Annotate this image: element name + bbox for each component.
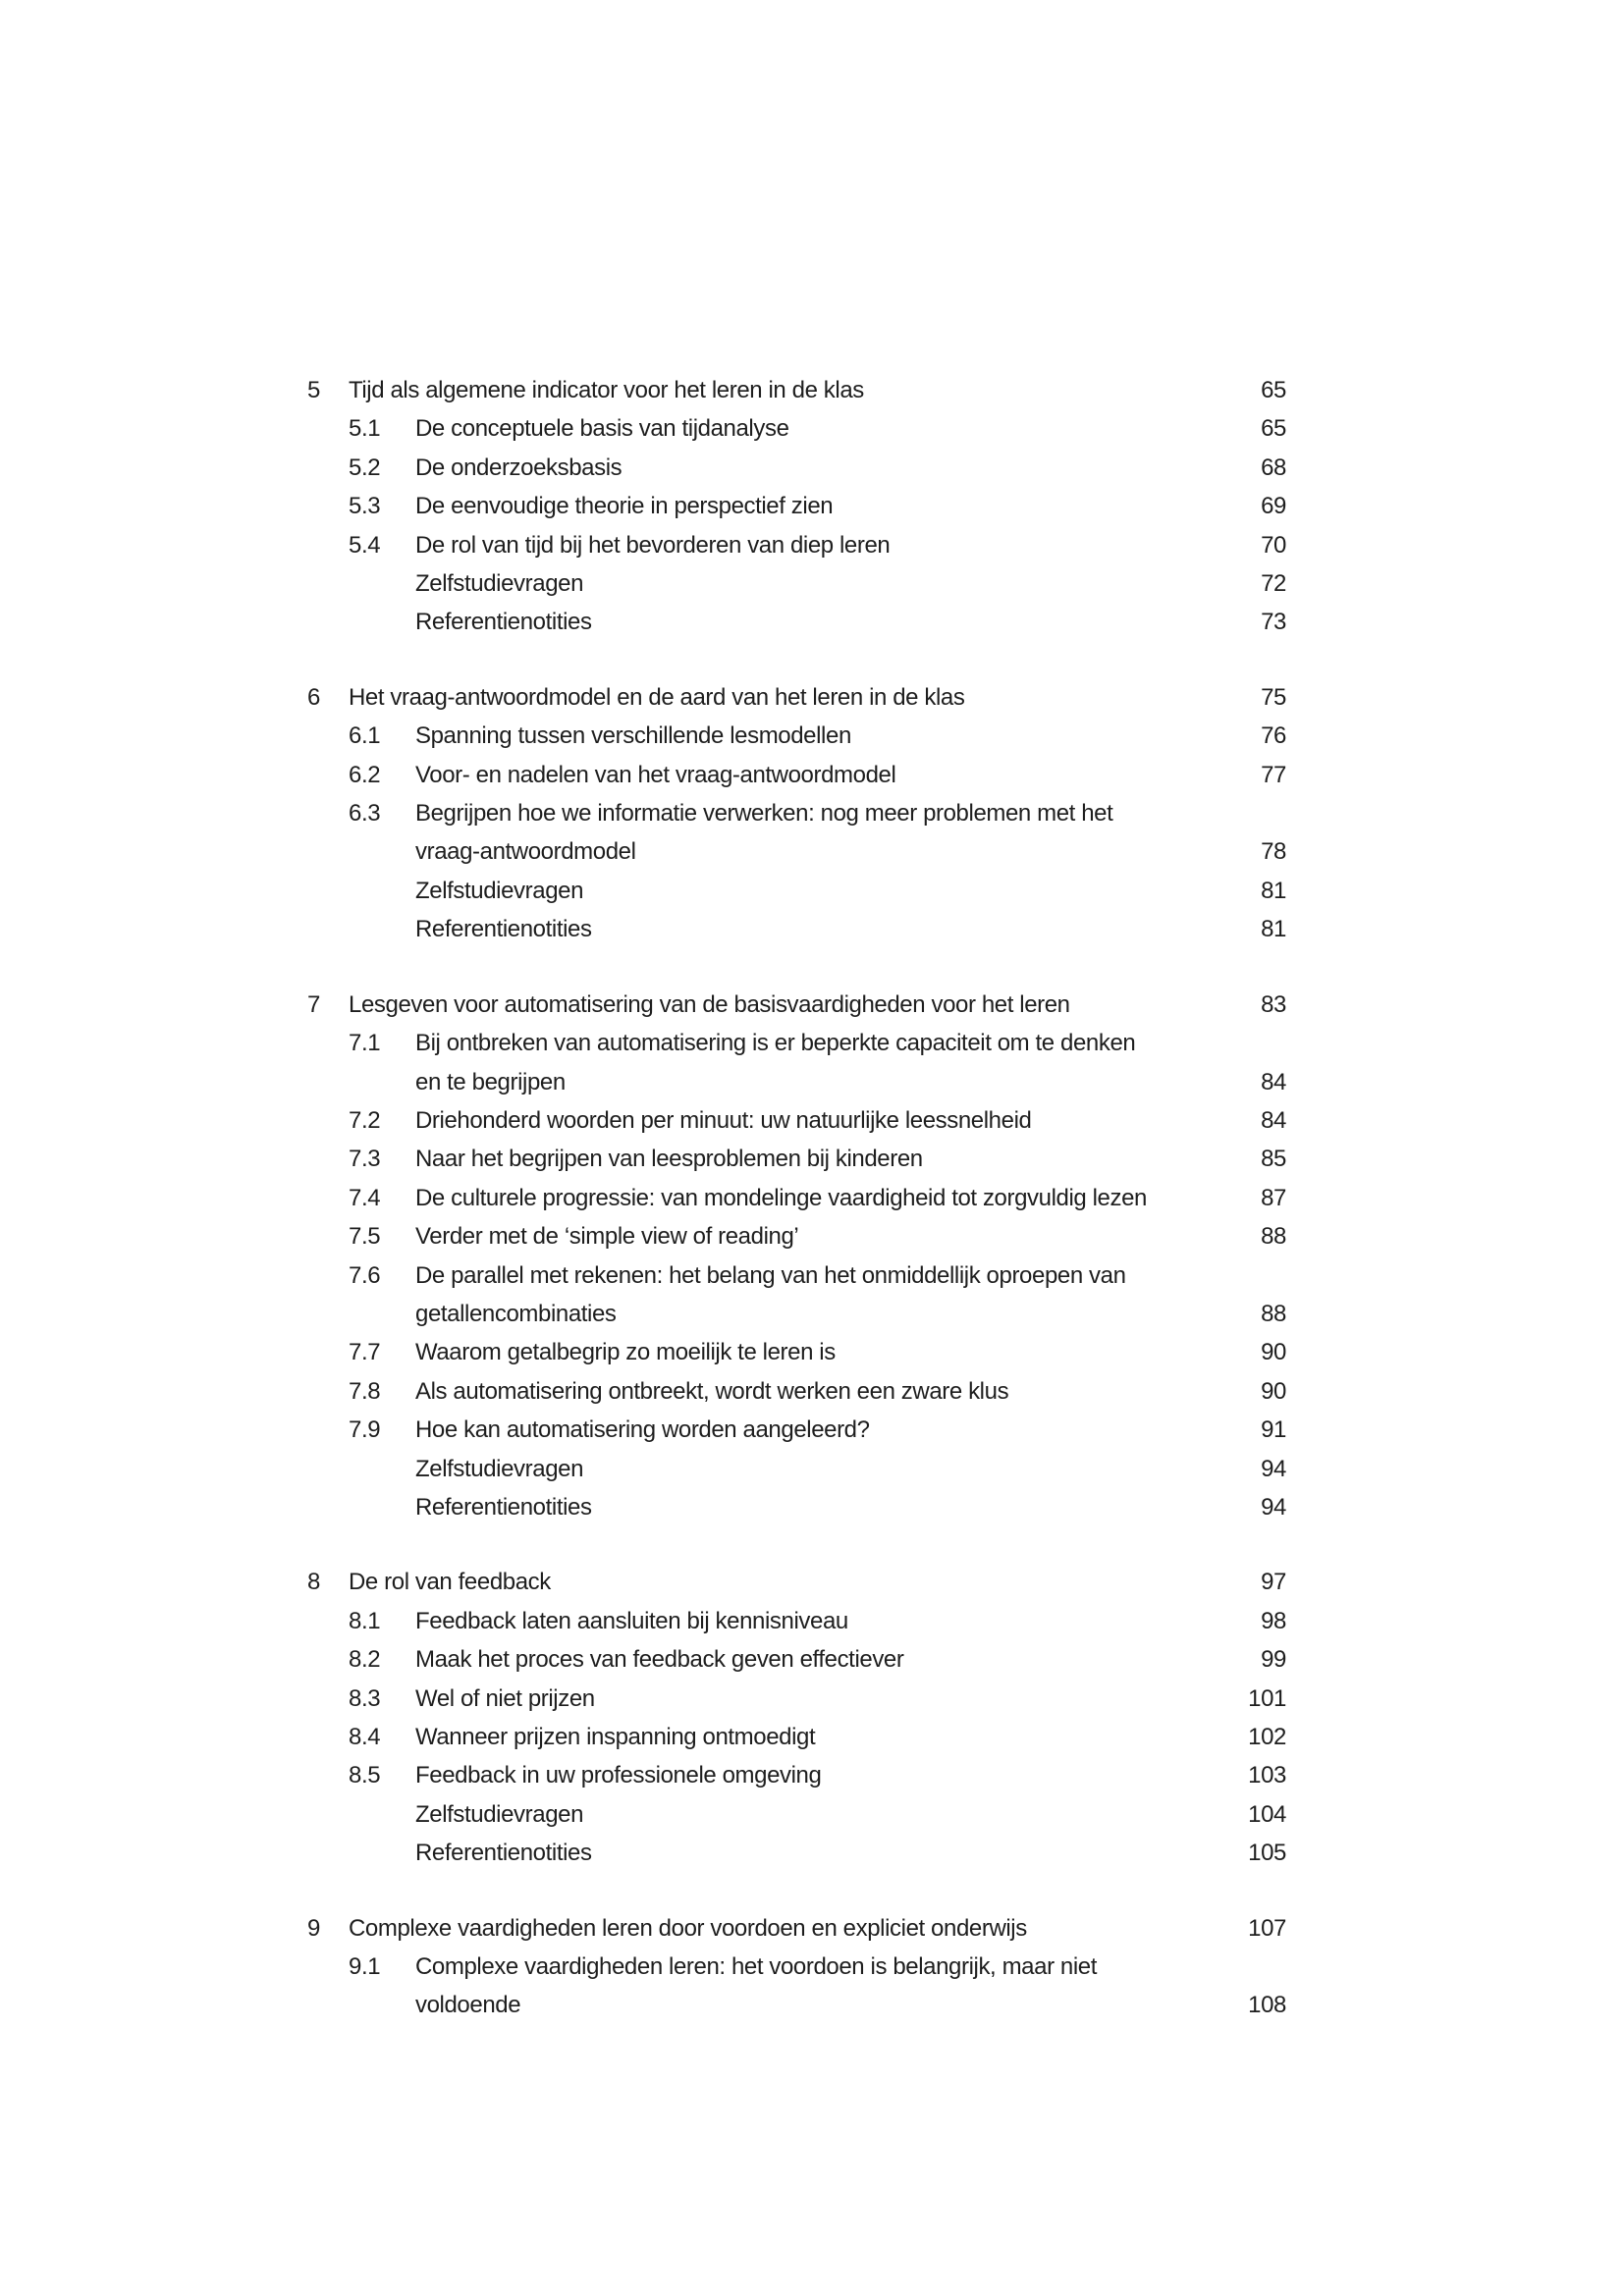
- toc-entry-row: [307, 1179, 1286, 1217]
- section-title-line: De parallel met rekenen: het belang van het onmiddellijk oproepen van: [415, 1261, 1126, 1289]
- chapter-title: De rol van feedback: [349, 1569, 551, 1596]
- section-number: [349, 564, 415, 603]
- section-page-number: 76: [1261, 722, 1286, 750]
- section-page-number: 94: [1261, 1493, 1286, 1521]
- section-page-number: 78: [1261, 838, 1286, 866]
- toc-entry-row: [307, 1948, 1286, 2025]
- section-title-line: vraag-antwoordmodel: [415, 838, 636, 866]
- section-title-line: voldoende: [415, 1992, 521, 2019]
- toc-entry-row: [307, 526, 1286, 564]
- section-title-line: Referentienotities: [415, 609, 592, 636]
- section-number: 7.8: [349, 1377, 381, 1405]
- toc-chapter-row: [307, 678, 1286, 717]
- chapter-entries: [307, 409, 1286, 641]
- toc-entry-row: [307, 1217, 1286, 1255]
- chapter-entries: [307, 1948, 1286, 2025]
- chapter-entries: [307, 717, 1286, 948]
- section-page-number: 87: [1261, 1184, 1286, 1211]
- section-page-number: 103: [1248, 1762, 1286, 1789]
- section-title: [415, 409, 1261, 448]
- section-page-number: 73: [1261, 609, 1286, 636]
- section-title-line: Feedback laten aansluiten bij kennisniveau: [415, 1607, 848, 1634]
- toc-entry-row: [307, 910, 1286, 948]
- section-number: 9.1: [349, 1953, 381, 1981]
- section-title-line: Naar het begrijpen van leesproblemen bij kinderen: [415, 1146, 923, 1173]
- section-title: [415, 1948, 1248, 2025]
- section-title-line: Voor- en nadelen van het vraag-antwoordmodel: [415, 761, 896, 788]
- section-number: 7.3: [349, 1146, 381, 1173]
- table-of-contents: [307, 371, 1286, 2025]
- section-title: [415, 1140, 1261, 1178]
- chapter-page-number: 65: [1261, 377, 1286, 403]
- chapter-entries: [307, 1602, 1286, 1873]
- section-title: [415, 1640, 1261, 1679]
- section-number: [349, 603, 415, 641]
- section-page-number: 69: [1261, 493, 1286, 520]
- chapter-number: 7: [307, 990, 320, 1018]
- toc-entry-row: [307, 872, 1286, 910]
- section-number: 5.1: [349, 415, 381, 443]
- toc-entry-row: [307, 1488, 1286, 1526]
- section-page-number: 105: [1248, 1840, 1286, 1867]
- section-title: [415, 1101, 1261, 1140]
- section-page-number: 77: [1261, 761, 1286, 788]
- section-number: 8.2: [349, 1646, 381, 1674]
- toc-entry-row: [307, 1640, 1286, 1679]
- section-title: [415, 1488, 1261, 1526]
- section-title: [415, 1718, 1248, 1756]
- section-number: 8.1: [349, 1607, 381, 1634]
- section-title-line: Hoe kan automatisering worden aangeleerd?: [415, 1416, 870, 1444]
- section-page-number: 88: [1261, 1223, 1286, 1251]
- toc-entry-row: [307, 1140, 1286, 1178]
- section-title-line: Zelfstudievragen: [415, 1455, 584, 1482]
- section-title: [415, 756, 1261, 794]
- toc-entry-row: [307, 1718, 1286, 1756]
- toc-entry-row: [307, 756, 1286, 794]
- section-title: [415, 794, 1261, 872]
- section-page-number: 102: [1248, 1724, 1286, 1750]
- section-title-line: Spanning tussen verschillende lesmodellen: [415, 722, 851, 750]
- section-number: 7.2: [349, 1106, 381, 1134]
- section-title-line: Zelfstudievragen: [415, 1800, 584, 1828]
- section-page-number: 68: [1261, 454, 1286, 481]
- section-number: 8.4: [349, 1724, 381, 1750]
- section-number: 5.3: [349, 493, 381, 520]
- toc-entry-row: [307, 1834, 1286, 1872]
- toc-entry-row: [307, 1450, 1286, 1488]
- section-title-line: De culturele progressie: van mondelinge vaardigheid tot zorgvuldig lezen: [415, 1184, 1147, 1211]
- toc-entry-row: [307, 1256, 1286, 1334]
- toc-entry-row: [307, 1602, 1286, 1640]
- section-title: [415, 603, 1261, 641]
- section-title: [415, 564, 1261, 603]
- toc-chapter-block: [307, 678, 1286, 949]
- section-page-number: 90: [1261, 1377, 1286, 1405]
- chapter-title: Lesgeven voor automatisering van de basisvaardigheden voor het leren: [349, 990, 1070, 1018]
- section-number: 7.9: [349, 1416, 381, 1444]
- section-page-number: 108: [1248, 1992, 1286, 2019]
- section-title-line: Maak het proces van feedback geven effectiever: [415, 1646, 904, 1674]
- section-number: [349, 1795, 415, 1834]
- section-page-number: 85: [1261, 1146, 1286, 1173]
- toc-chapter-block: [307, 1909, 1286, 2025]
- section-title: [415, 1217, 1261, 1255]
- section-page-number: 98: [1261, 1607, 1286, 1634]
- toc-entry-row: [307, 1795, 1286, 1834]
- section-title-line: Referentienotities: [415, 916, 592, 943]
- toc-chapter-row: [307, 986, 1286, 1024]
- section-number: [349, 1834, 415, 1872]
- section-number: 7.7: [349, 1339, 381, 1366]
- section-number: 6.3: [349, 800, 381, 828]
- toc-chapter-block: [307, 986, 1286, 1527]
- section-page-number: 84: [1261, 1068, 1286, 1095]
- section-title-line: Begrijpen hoe we informatie verwerken: nog meer problemen met het: [415, 800, 1113, 828]
- section-title-line: Driehonderd woorden per minuut: uw natuurlijke leessnelheid: [415, 1106, 1032, 1134]
- section-title-line: Wanneer prijzen inspanning ontmoedigt: [415, 1724, 816, 1750]
- section-page-number: 84: [1261, 1106, 1286, 1134]
- section-page-number: 104: [1248, 1800, 1286, 1828]
- toc-entry-row: [307, 564, 1286, 603]
- section-title: [415, 872, 1261, 910]
- toc-entry-row: [307, 794, 1286, 872]
- chapter-number: 9: [307, 1914, 320, 1942]
- section-title: [415, 1795, 1248, 1834]
- chapter-page-number: 75: [1261, 683, 1286, 711]
- section-page-number: 81: [1261, 916, 1286, 943]
- chapter-entries: [307, 1024, 1286, 1526]
- section-number: [349, 1450, 415, 1488]
- section-title: [415, 1834, 1248, 1872]
- toc-entry-row: [307, 1101, 1286, 1140]
- section-number: 5.2: [349, 454, 381, 481]
- section-title-line: Zelfstudievragen: [415, 570, 584, 598]
- section-page-number: 91: [1261, 1416, 1286, 1444]
- section-title-line: Complexe vaardigheden leren: het voordoen is belangrijk, maar niet: [415, 1953, 1098, 1981]
- section-title-line: Referentienotities: [415, 1840, 592, 1867]
- section-page-number: 65: [1261, 415, 1286, 443]
- section-number: 7.4: [349, 1184, 381, 1211]
- chapter-page-number: 83: [1261, 990, 1286, 1018]
- toc-chapter-block: [307, 371, 1286, 642]
- toc-entry-row: [307, 1680, 1286, 1718]
- section-page-number: 90: [1261, 1339, 1286, 1366]
- section-title: [415, 1411, 1261, 1449]
- section-title-line: De conceptuele basis van tijdanalyse: [415, 415, 789, 443]
- chapter-page-number: 107: [1248, 1914, 1286, 1942]
- toc-entry-row: [307, 717, 1286, 755]
- section-title: [415, 1372, 1261, 1411]
- section-page-number: 101: [1248, 1684, 1286, 1712]
- toc-entry-row: [307, 1333, 1286, 1371]
- chapter-number: 5: [307, 377, 320, 403]
- chapter-title: Het vraag-antwoordmodel en de aard van het leren in de klas: [349, 683, 965, 711]
- section-number: [349, 1488, 415, 1526]
- toc-entry-row: [307, 1756, 1286, 1794]
- section-number: 8.5: [349, 1762, 381, 1789]
- section-page-number: 81: [1261, 877, 1286, 904]
- section-page-number: 94: [1261, 1455, 1286, 1482]
- section-title-line: Referentienotities: [415, 1493, 592, 1521]
- toc-entry-row: [307, 449, 1286, 487]
- section-title: [415, 1179, 1261, 1217]
- section-number: 8.3: [349, 1684, 381, 1712]
- toc-entry-row: [307, 409, 1286, 448]
- section-title-line: Bij ontbreken van automatisering is er beperkte capaciteit om te denken: [415, 1030, 1136, 1057]
- toc-chapter-row: [307, 371, 1286, 409]
- chapter-number: 8: [307, 1569, 320, 1596]
- section-title: [415, 717, 1261, 755]
- toc-entry-row: [307, 1372, 1286, 1411]
- toc-entry-row: [307, 1024, 1286, 1101]
- section-title-line: getallencombinaties: [415, 1300, 617, 1327]
- section-title: [415, 1602, 1261, 1640]
- section-number: 7.5: [349, 1223, 381, 1251]
- section-title-line: Feedback in uw professionele omgeving: [415, 1762, 822, 1789]
- section-title-line: en te begrijpen: [415, 1068, 566, 1095]
- toc-chapter-block: [307, 1563, 1286, 1872]
- chapter-number: 6: [307, 683, 320, 711]
- toc-entry-row: [307, 603, 1286, 641]
- section-title-line: De onderzoeksbasis: [415, 454, 623, 481]
- section-title-line: De rol van tijd bij het bevorderen van diep leren: [415, 531, 891, 559]
- section-number: 6.2: [349, 761, 381, 788]
- section-title-line: Wel of niet prijzen: [415, 1684, 595, 1712]
- section-number: [349, 910, 415, 948]
- section-number: 7.1: [349, 1030, 381, 1057]
- section-title: [415, 1680, 1248, 1718]
- section-title: [415, 1450, 1261, 1488]
- section-number: 7.6: [349, 1261, 381, 1289]
- section-title-line: De eenvoudige theorie in perspectief zien: [415, 493, 834, 520]
- section-title-line: Verder met de ‘simple view of reading’: [415, 1223, 799, 1251]
- section-page-number: 70: [1261, 531, 1286, 559]
- chapter-page-number: 97: [1261, 1569, 1286, 1596]
- section-page-number: 88: [1261, 1300, 1286, 1327]
- toc-entry-row: [307, 1411, 1286, 1449]
- section-title: [415, 449, 1261, 487]
- section-title: [415, 1756, 1248, 1794]
- section-title-line: Zelfstudievragen: [415, 877, 584, 904]
- toc-entry-row: [307, 487, 1286, 525]
- section-title: [415, 526, 1261, 564]
- section-page-number: 72: [1261, 570, 1286, 598]
- toc-chapter-row: [307, 1909, 1286, 1948]
- toc-chapter-row: [307, 1563, 1286, 1601]
- chapter-title: Tijd als algemene indicator voor het leren in de klas: [349, 377, 864, 403]
- chapter-title: Complexe vaardigheden leren door voordoen en expliciet onderwijs: [349, 1914, 1027, 1942]
- section-number: [349, 872, 415, 910]
- section-title-line: Als automatisering ontbreekt, wordt werken een zware klus: [415, 1377, 1009, 1405]
- section-title: [415, 1333, 1261, 1371]
- section-title: [415, 910, 1261, 948]
- section-title-line: Waarom getalbegrip zo moeilijk te leren is: [415, 1339, 836, 1366]
- section-title: [415, 487, 1261, 525]
- section-number: 5.4: [349, 531, 381, 559]
- section-number: 6.1: [349, 722, 381, 750]
- section-title: [415, 1024, 1261, 1101]
- section-page-number: 99: [1261, 1646, 1286, 1674]
- section-title: [415, 1256, 1261, 1334]
